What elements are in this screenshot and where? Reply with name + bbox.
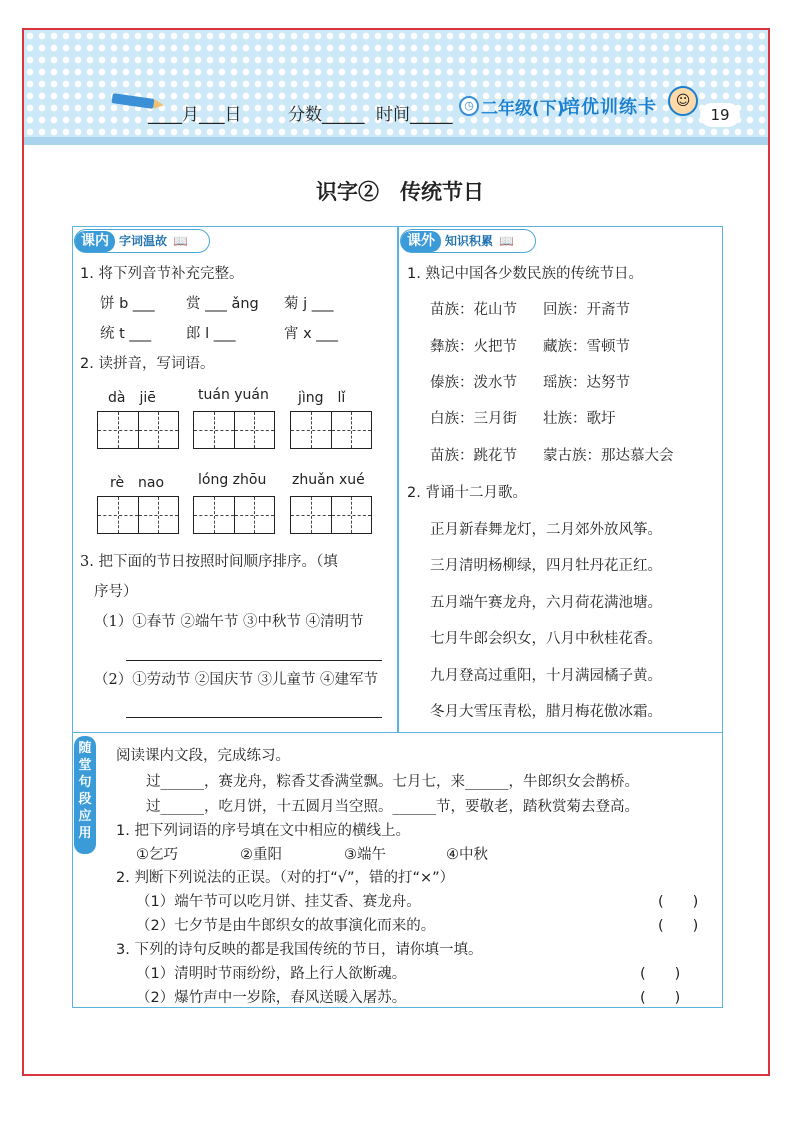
writing-grid[interactable]	[290, 496, 372, 534]
answer-paren[interactable]: ( )	[640, 966, 681, 982]
tag-char: 段	[78, 792, 92, 807]
poem-item: （2）爆竹声中一岁除，春风送暖入屠苏。	[136, 990, 407, 1006]
lesson-title: 识字② 传统节日	[316, 179, 484, 204]
song-line: 三月清明杨柳绿，四月牡丹花正红。	[430, 558, 662, 574]
song-line: 五月端午赛龙舟，六月荷花满池塘。	[430, 595, 662, 611]
option-item: ②重阳	[240, 847, 282, 863]
option-item: ④中秋	[446, 847, 488, 863]
syllable-item[interactable]: 菊 j ___	[284, 296, 334, 312]
order-item: （2）①劳动节 ②国庆节 ③儿童节 ④建军节	[94, 672, 379, 688]
passage-line: 过______，吃月饼，十五圆月当空照。______节，要敬老，踏秋赏菊去登高。	[146, 799, 639, 815]
tag-char: 堂	[78, 758, 92, 773]
pinyin-label: lóng zhōu	[198, 472, 267, 488]
festival-item: 白族：三月街	[430, 411, 517, 427]
practice-section-tag	[74, 736, 96, 854]
card-title: 培优训练卡	[562, 97, 657, 118]
festival-item: 壮族：歌圩	[543, 411, 616, 427]
song-line: 正月新春舞龙灯，二月郊外放风筝。	[430, 522, 662, 538]
kid-mascot-icon: ☺	[668, 86, 698, 116]
song-line: 七月牛郎会织女，八月中秋桂花香。	[430, 631, 662, 647]
tag-char: 随	[78, 741, 92, 756]
poem-item: （1）清明时节雨纷纷，路上行人欲断魂。	[136, 966, 407, 982]
book-icon: 📖	[173, 234, 188, 248]
writing-grid[interactable]	[193, 411, 275, 449]
song-line: 冬月大雪压青松，腊月梅花傲冰霜。	[430, 704, 662, 720]
pinyin-label: zhuǎn xué	[292, 472, 365, 488]
score-field[interactable]: 分数_____	[288, 105, 365, 125]
festival-item: 蒙古族：那达慕大会	[543, 448, 674, 464]
writing-grid[interactable]	[193, 496, 275, 534]
inner-q2: 2. 读拼音，写词语。	[80, 356, 215, 372]
outer-tag-label: 课外	[401, 231, 441, 252]
grade-label: 二年级(下)	[481, 99, 565, 119]
tag-char: 应	[78, 809, 92, 824]
song-line: 九月登高过重阳，十月满园橘子黄。	[430, 668, 662, 684]
tag-char: 句	[78, 775, 92, 790]
practice-q3: 3. 下列的诗句反映的都是我国传统的节日，请你填一填。	[116, 942, 483, 958]
page-number: 19	[700, 103, 740, 127]
festival-item: 彝族：火把节	[430, 339, 517, 355]
tag-char: 用	[78, 826, 92, 841]
practice-q1: 1. 把下列词语的序号填在文中相应的横线上。	[116, 823, 410, 839]
order-item: （1）①春节 ②端午节 ③中秋节 ④清明节	[94, 614, 364, 630]
clock-icon: ◷	[459, 96, 479, 116]
writing-grid[interactable]	[290, 411, 372, 449]
pinyin-label: jìng lǐ	[298, 390, 346, 406]
festival-item: 苗族：跳花节	[430, 448, 517, 464]
inner-tag-sub: 字词温故	[119, 234, 168, 248]
judge-item: （2）七夕节是由牛郎织女的故事演化而来的。	[136, 918, 436, 934]
pinyin-label: tuán yuán	[198, 387, 269, 403]
pinyin-label: dà jiē	[108, 390, 156, 406]
writing-grid[interactable]	[97, 496, 179, 534]
answer-paren[interactable]: ( )	[658, 918, 699, 934]
pinyin-label: rè nao	[110, 475, 165, 491]
inner-section-tag	[74, 229, 210, 253]
syllable-item[interactable]: 赏 ___ ǎng	[186, 296, 259, 312]
festival-item: 瑶族：达努节	[543, 375, 630, 391]
inner-tag-label: 课内	[75, 231, 115, 252]
practice-q2: 2. 判断下列说法的正误。（对的打“√”，错的打“×”）	[116, 870, 455, 886]
passage-line: 过______，赛龙舟，粽香艾香满堂飘。七月七，来______，牛郎织女会鹊桥。	[146, 774, 639, 790]
writing-grid[interactable]	[97, 411, 179, 449]
festival-item: 傣族：泼水节	[430, 375, 517, 391]
answer-paren[interactable]: ( )	[640, 990, 681, 1006]
outer-q1: 1. 熟记中国各少数民族的传统节日。	[407, 266, 643, 282]
inner-q3: 3. 把下面的节日按照时间顺序排序。（填	[80, 554, 338, 570]
outer-tag-sub: 知识积累	[445, 234, 494, 248]
option-item: ③端午	[344, 847, 386, 863]
time-field[interactable]: 时间_____	[376, 105, 453, 125]
practice-intro: 阅读课内文段，完成练习。	[116, 748, 290, 764]
judge-item: （1）端午节可以吃月饼、挂艾香、赛龙舟。	[136, 894, 421, 910]
outer-q2: 2. 背诵十二月歌。	[407, 485, 527, 501]
answer-paren[interactable]: ( )	[658, 894, 699, 910]
inner-q3-cont: 序号）	[94, 584, 138, 600]
syllable-item[interactable]: 统 t ___	[100, 326, 152, 342]
syllable-item[interactable]: 宵 x ___	[284, 326, 339, 342]
syllable-item[interactable]: 郎 l ___	[186, 326, 236, 342]
outer-section-tag	[400, 229, 536, 253]
syllable-item[interactable]: 饼 b ___	[100, 296, 155, 312]
inner-q1: 1. 将下列音节补充完整。	[80, 266, 244, 282]
option-item: ①乞巧	[136, 847, 178, 863]
festival-item: 苗族：花山节	[430, 302, 517, 318]
answer-line[interactable]	[126, 660, 382, 661]
festival-item: 回族：开斋节	[543, 302, 630, 318]
book-icon: 📖	[499, 234, 514, 248]
festival-item: 藏族：雪顿节	[543, 339, 630, 355]
date-field[interactable]: ____月___日	[148, 105, 242, 125]
answer-line[interactable]	[126, 717, 382, 718]
